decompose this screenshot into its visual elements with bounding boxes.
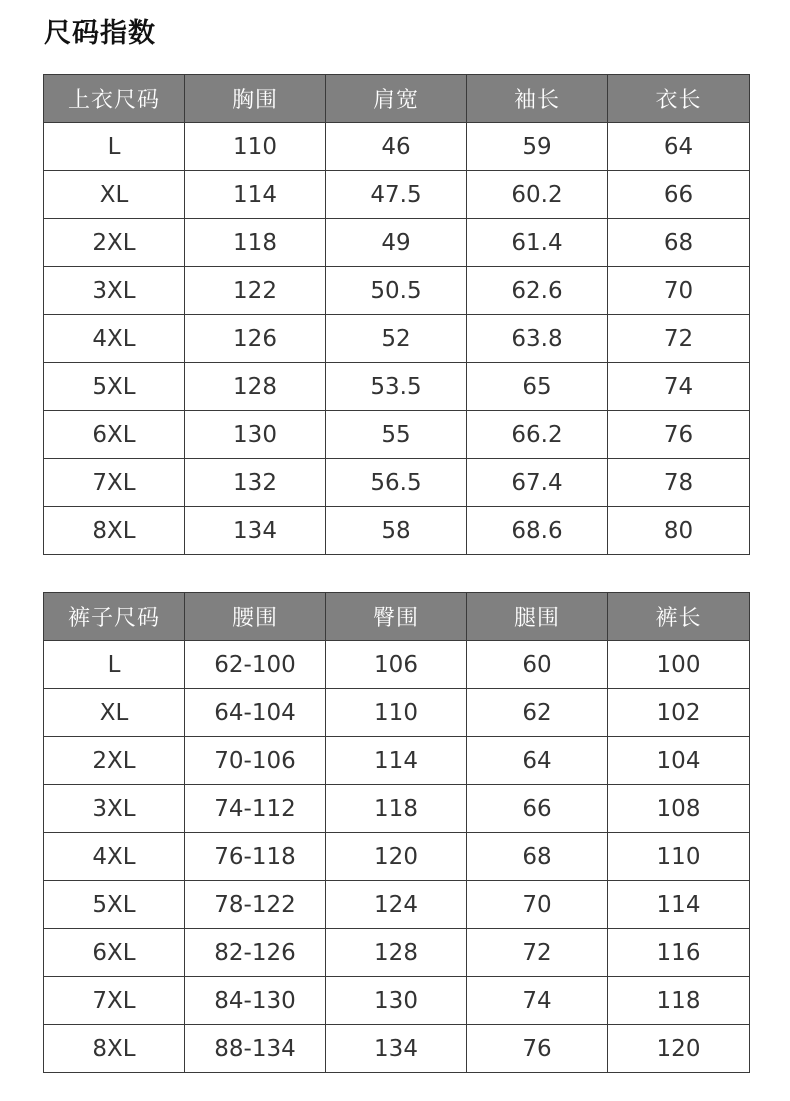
pants-value-cell: 106 <box>326 641 467 689</box>
top-value-cell: 78 <box>608 459 750 507</box>
pants-value-cell: 74-112 <box>185 785 326 833</box>
pants-value-cell: 110 <box>326 689 467 737</box>
pants-table-row <box>44 929 750 977</box>
top-value-cell: 114 <box>185 171 326 219</box>
top-value-cell: 66.2 <box>467 411 608 459</box>
top-value-cell: 59 <box>467 123 608 171</box>
pants-value-cell: 76-118 <box>185 833 326 881</box>
pants-size-cell: 4XL <box>44 833 185 881</box>
top-value-cell: 64 <box>608 123 750 171</box>
top-value-cell: 63.8 <box>467 315 608 363</box>
pants-value-cell: 116 <box>608 929 750 977</box>
pants-header-hip: 臀围 <box>326 593 467 641</box>
top-table-row <box>44 411 750 459</box>
top-size-cell: 3XL <box>44 267 185 315</box>
top-value-cell: 132 <box>185 459 326 507</box>
top-table-row <box>44 123 750 171</box>
pants-value-cell: 114 <box>326 737 467 785</box>
pants-value-cell: 120 <box>608 1025 750 1073</box>
top-header-length: 衣长 <box>608 75 750 123</box>
pants-value-cell: 66 <box>467 785 608 833</box>
top-value-cell: 122 <box>185 267 326 315</box>
pants-value-cell: 70 <box>467 881 608 929</box>
pants-value-cell: 124 <box>326 881 467 929</box>
top-value-cell: 126 <box>185 315 326 363</box>
top-value-cell: 47.5 <box>326 171 467 219</box>
pants-value-cell: 128 <box>326 929 467 977</box>
top-header-shoulder: 肩宽 <box>326 75 467 123</box>
pants-value-cell: 120 <box>326 833 467 881</box>
top-table-header-row <box>44 75 750 123</box>
top-value-cell: 52 <box>326 315 467 363</box>
top-value-cell: 53.5 <box>326 363 467 411</box>
top-header-sleeve: 袖长 <box>467 75 608 123</box>
top-size-cell: 8XL <box>44 507 185 555</box>
pants-size-cell: 7XL <box>44 977 185 1025</box>
pants-table-row <box>44 737 750 785</box>
pants-value-cell: 76 <box>467 1025 608 1073</box>
pants-table-row <box>44 689 750 737</box>
top-value-cell: 55 <box>326 411 467 459</box>
pants-table-row <box>44 881 750 929</box>
top-value-cell: 50.5 <box>326 267 467 315</box>
pants-size-cell: 2XL <box>44 737 185 785</box>
pants-value-cell: 130 <box>326 977 467 1025</box>
pants-value-cell: 82-126 <box>185 929 326 977</box>
top-value-cell: 134 <box>185 507 326 555</box>
pants-value-cell: 60 <box>467 641 608 689</box>
pants-table-body <box>44 641 750 1073</box>
pants-size-cell: L <box>44 641 185 689</box>
pants-table-row <box>44 977 750 1025</box>
top-value-cell: 118 <box>185 219 326 267</box>
pants-header-waist: 腰围 <box>185 593 326 641</box>
top-table-row <box>44 507 750 555</box>
top-table-row <box>44 267 750 315</box>
top-size-cell: 6XL <box>44 411 185 459</box>
top-header-size: 上衣尺码 <box>44 75 185 123</box>
top-table-row <box>44 315 750 363</box>
top-value-cell: 61.4 <box>467 219 608 267</box>
pants-value-cell: 62 <box>467 689 608 737</box>
pants-value-cell: 72 <box>467 929 608 977</box>
top-value-cell: 56.5 <box>326 459 467 507</box>
top-value-cell: 68 <box>608 219 750 267</box>
pants-value-cell: 64-104 <box>185 689 326 737</box>
top-value-cell: 46 <box>326 123 467 171</box>
pants-value-cell: 88-134 <box>185 1025 326 1073</box>
top-size-cell: L <box>44 123 185 171</box>
pants-table-header-row <box>44 593 750 641</box>
pants-value-cell: 74 <box>467 977 608 1025</box>
top-value-cell: 110 <box>185 123 326 171</box>
top-size-cell: 4XL <box>44 315 185 363</box>
top-value-cell: 68.6 <box>467 507 608 555</box>
pants-size-cell: 3XL <box>44 785 185 833</box>
pants-value-cell: 104 <box>608 737 750 785</box>
top-size-cell: XL <box>44 171 185 219</box>
pants-header-size: 裤子尺码 <box>44 593 185 641</box>
top-table-row <box>44 171 750 219</box>
top-size-cell: 5XL <box>44 363 185 411</box>
pants-value-cell: 110 <box>608 833 750 881</box>
top-value-cell: 66 <box>608 171 750 219</box>
pants-value-cell: 100 <box>608 641 750 689</box>
top-value-cell: 70 <box>608 267 750 315</box>
top-table-row <box>44 363 750 411</box>
pants-size-cell: 6XL <box>44 929 185 977</box>
top-value-cell: 130 <box>185 411 326 459</box>
top-value-cell: 80 <box>608 507 750 555</box>
top-value-cell: 67.4 <box>467 459 608 507</box>
pants-value-cell: 108 <box>608 785 750 833</box>
pants-size-cell: 5XL <box>44 881 185 929</box>
top-value-cell: 60.2 <box>467 171 608 219</box>
top-value-cell: 76 <box>608 411 750 459</box>
pants-table-row <box>44 641 750 689</box>
pants-value-cell: 62-100 <box>185 641 326 689</box>
top-size-cell: 7XL <box>44 459 185 507</box>
top-header-chest: 胸围 <box>185 75 326 123</box>
pants-value-cell: 114 <box>608 881 750 929</box>
top-table-row <box>44 459 750 507</box>
top-table-body <box>44 123 750 555</box>
pants-value-cell: 118 <box>608 977 750 1025</box>
pants-table-row <box>44 785 750 833</box>
top-value-cell: 72 <box>608 315 750 363</box>
pants-size-table <box>43 592 750 1073</box>
pants-value-cell: 68 <box>467 833 608 881</box>
pants-table-row <box>44 833 750 881</box>
top-value-cell: 62.6 <box>467 267 608 315</box>
pants-table-row <box>44 1025 750 1073</box>
top-value-cell: 58 <box>326 507 467 555</box>
pants-value-cell: 118 <box>326 785 467 833</box>
pants-header-thigh: 腿围 <box>467 593 608 641</box>
page-title: 尺码指数 <box>44 18 156 49</box>
pants-header-length: 裤长 <box>608 593 750 641</box>
top-value-cell: 49 <box>326 219 467 267</box>
top-value-cell: 74 <box>608 363 750 411</box>
top-value-cell: 65 <box>467 363 608 411</box>
top-value-cell: 128 <box>185 363 326 411</box>
pants-value-cell: 134 <box>326 1025 467 1073</box>
pants-value-cell: 84-130 <box>185 977 326 1025</box>
pants-value-cell: 70-106 <box>185 737 326 785</box>
pants-size-cell: XL <box>44 689 185 737</box>
pants-value-cell: 102 <box>608 689 750 737</box>
pants-value-cell: 78-122 <box>185 881 326 929</box>
top-size-cell: 2XL <box>44 219 185 267</box>
pants-value-cell: 64 <box>467 737 608 785</box>
top-table-row <box>44 219 750 267</box>
pants-size-cell: 8XL <box>44 1025 185 1073</box>
top-size-table <box>43 74 750 555</box>
